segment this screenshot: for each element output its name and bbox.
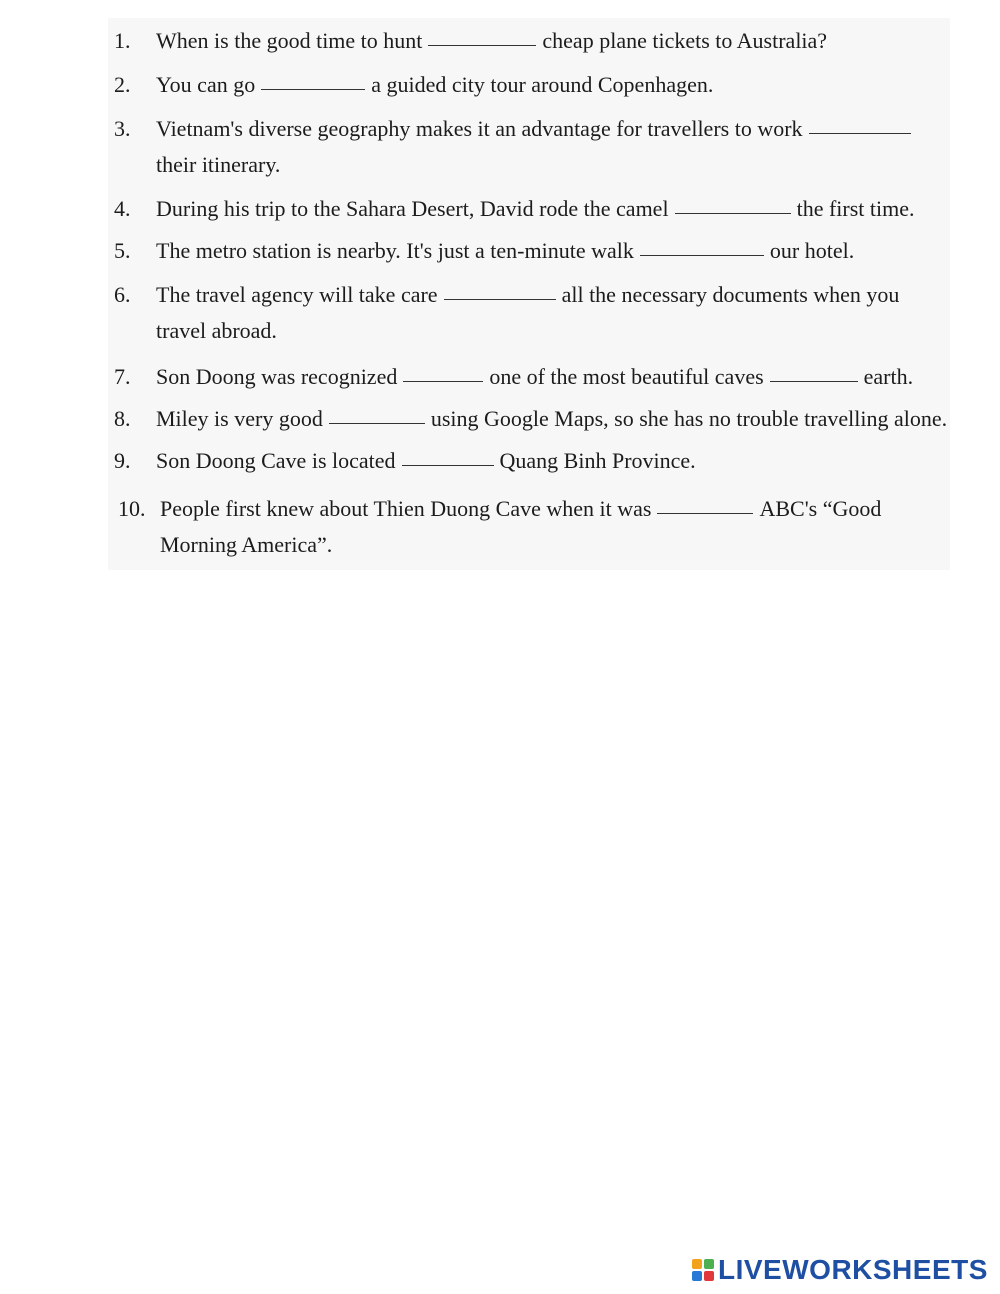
question-text-line (156, 66, 713, 104)
answer-blank[interactable] (770, 380, 858, 382)
answer-blank[interactable] (675, 212, 791, 214)
question-number: 1. (114, 28, 131, 53)
question-text: When is the good time to hunt (156, 28, 423, 53)
question-text: Miley is very good (156, 406, 323, 431)
question-text: The travel agency will take care (156, 282, 438, 307)
question-text: Quang Binh Province. (499, 448, 696, 473)
question-text-line (156, 358, 913, 396)
question-text: During his trip to the Sahara Desert, David rode the camel (156, 196, 669, 221)
question-text: Son Doong Cave is located (156, 448, 396, 473)
question-number: 8. (114, 406, 131, 431)
answer-blank[interactable] (402, 464, 494, 466)
question-text-line (160, 490, 881, 528)
question-text: all the necessary documents when you (561, 282, 900, 307)
question-text: The metro station is nearby. It's just a ten-minute walk (156, 238, 634, 263)
question-number: 3. (114, 116, 131, 141)
answer-blank[interactable] (428, 44, 536, 46)
question-text: Morning America”. (160, 532, 333, 557)
question-text: using Google Maps, so she has no trouble travelling alone. (430, 406, 948, 431)
question-number: 2. (114, 72, 131, 97)
question-text-line (156, 442, 696, 480)
question-number: 6. (114, 282, 131, 307)
question-text-line (156, 400, 947, 438)
question-text: ABC's “Good (759, 496, 882, 521)
question-text: Son Doong was recognized (156, 364, 398, 389)
liveworksheets-logo-icon (692, 1259, 714, 1281)
answer-blank[interactable] (809, 132, 911, 134)
question-text: travel abroad. (156, 318, 277, 343)
question-text-line (156, 312, 277, 350)
question-text: Vietnam's diverse geography makes it an advantage for travellers to work (156, 116, 803, 141)
question-text-line (156, 276, 899, 314)
question-text: their itinerary. (156, 152, 281, 177)
question-text-line (156, 146, 280, 184)
answer-blank[interactable] (261, 88, 365, 90)
question-text: our hotel. (769, 238, 855, 263)
question-text-line (156, 22, 827, 60)
question-number: 9. (114, 448, 131, 473)
question-number: 7. (114, 364, 131, 389)
question-number: 4. (114, 196, 131, 221)
question-text: earth. (863, 364, 914, 389)
question-text-line (160, 526, 332, 564)
answer-blank[interactable] (403, 380, 483, 382)
liveworksheets-brand (692, 1254, 988, 1286)
question-number: 10. (118, 496, 146, 521)
answer-blank[interactable] (657, 512, 753, 514)
question-text: You can go (156, 72, 256, 97)
question-text: People first knew about Thien Duong Cave when it was (160, 496, 652, 521)
answer-blank[interactable] (640, 254, 764, 256)
question-text-line (156, 232, 854, 270)
question-number: 5. (114, 238, 131, 263)
question-text: cheap plane tickets to Australia? (542, 28, 828, 53)
question-text: one of the most beautiful caves (489, 364, 764, 389)
answer-blank[interactable] (444, 298, 556, 300)
answer-blank[interactable] (329, 422, 425, 424)
question-text: a guided city tour around Copenhagen. (371, 72, 714, 97)
question-text-line (156, 110, 917, 148)
question-text: the first time. (796, 196, 915, 221)
brand-name: LIVEWORKSHEETS (718, 1254, 988, 1285)
question-text-line (156, 190, 915, 228)
